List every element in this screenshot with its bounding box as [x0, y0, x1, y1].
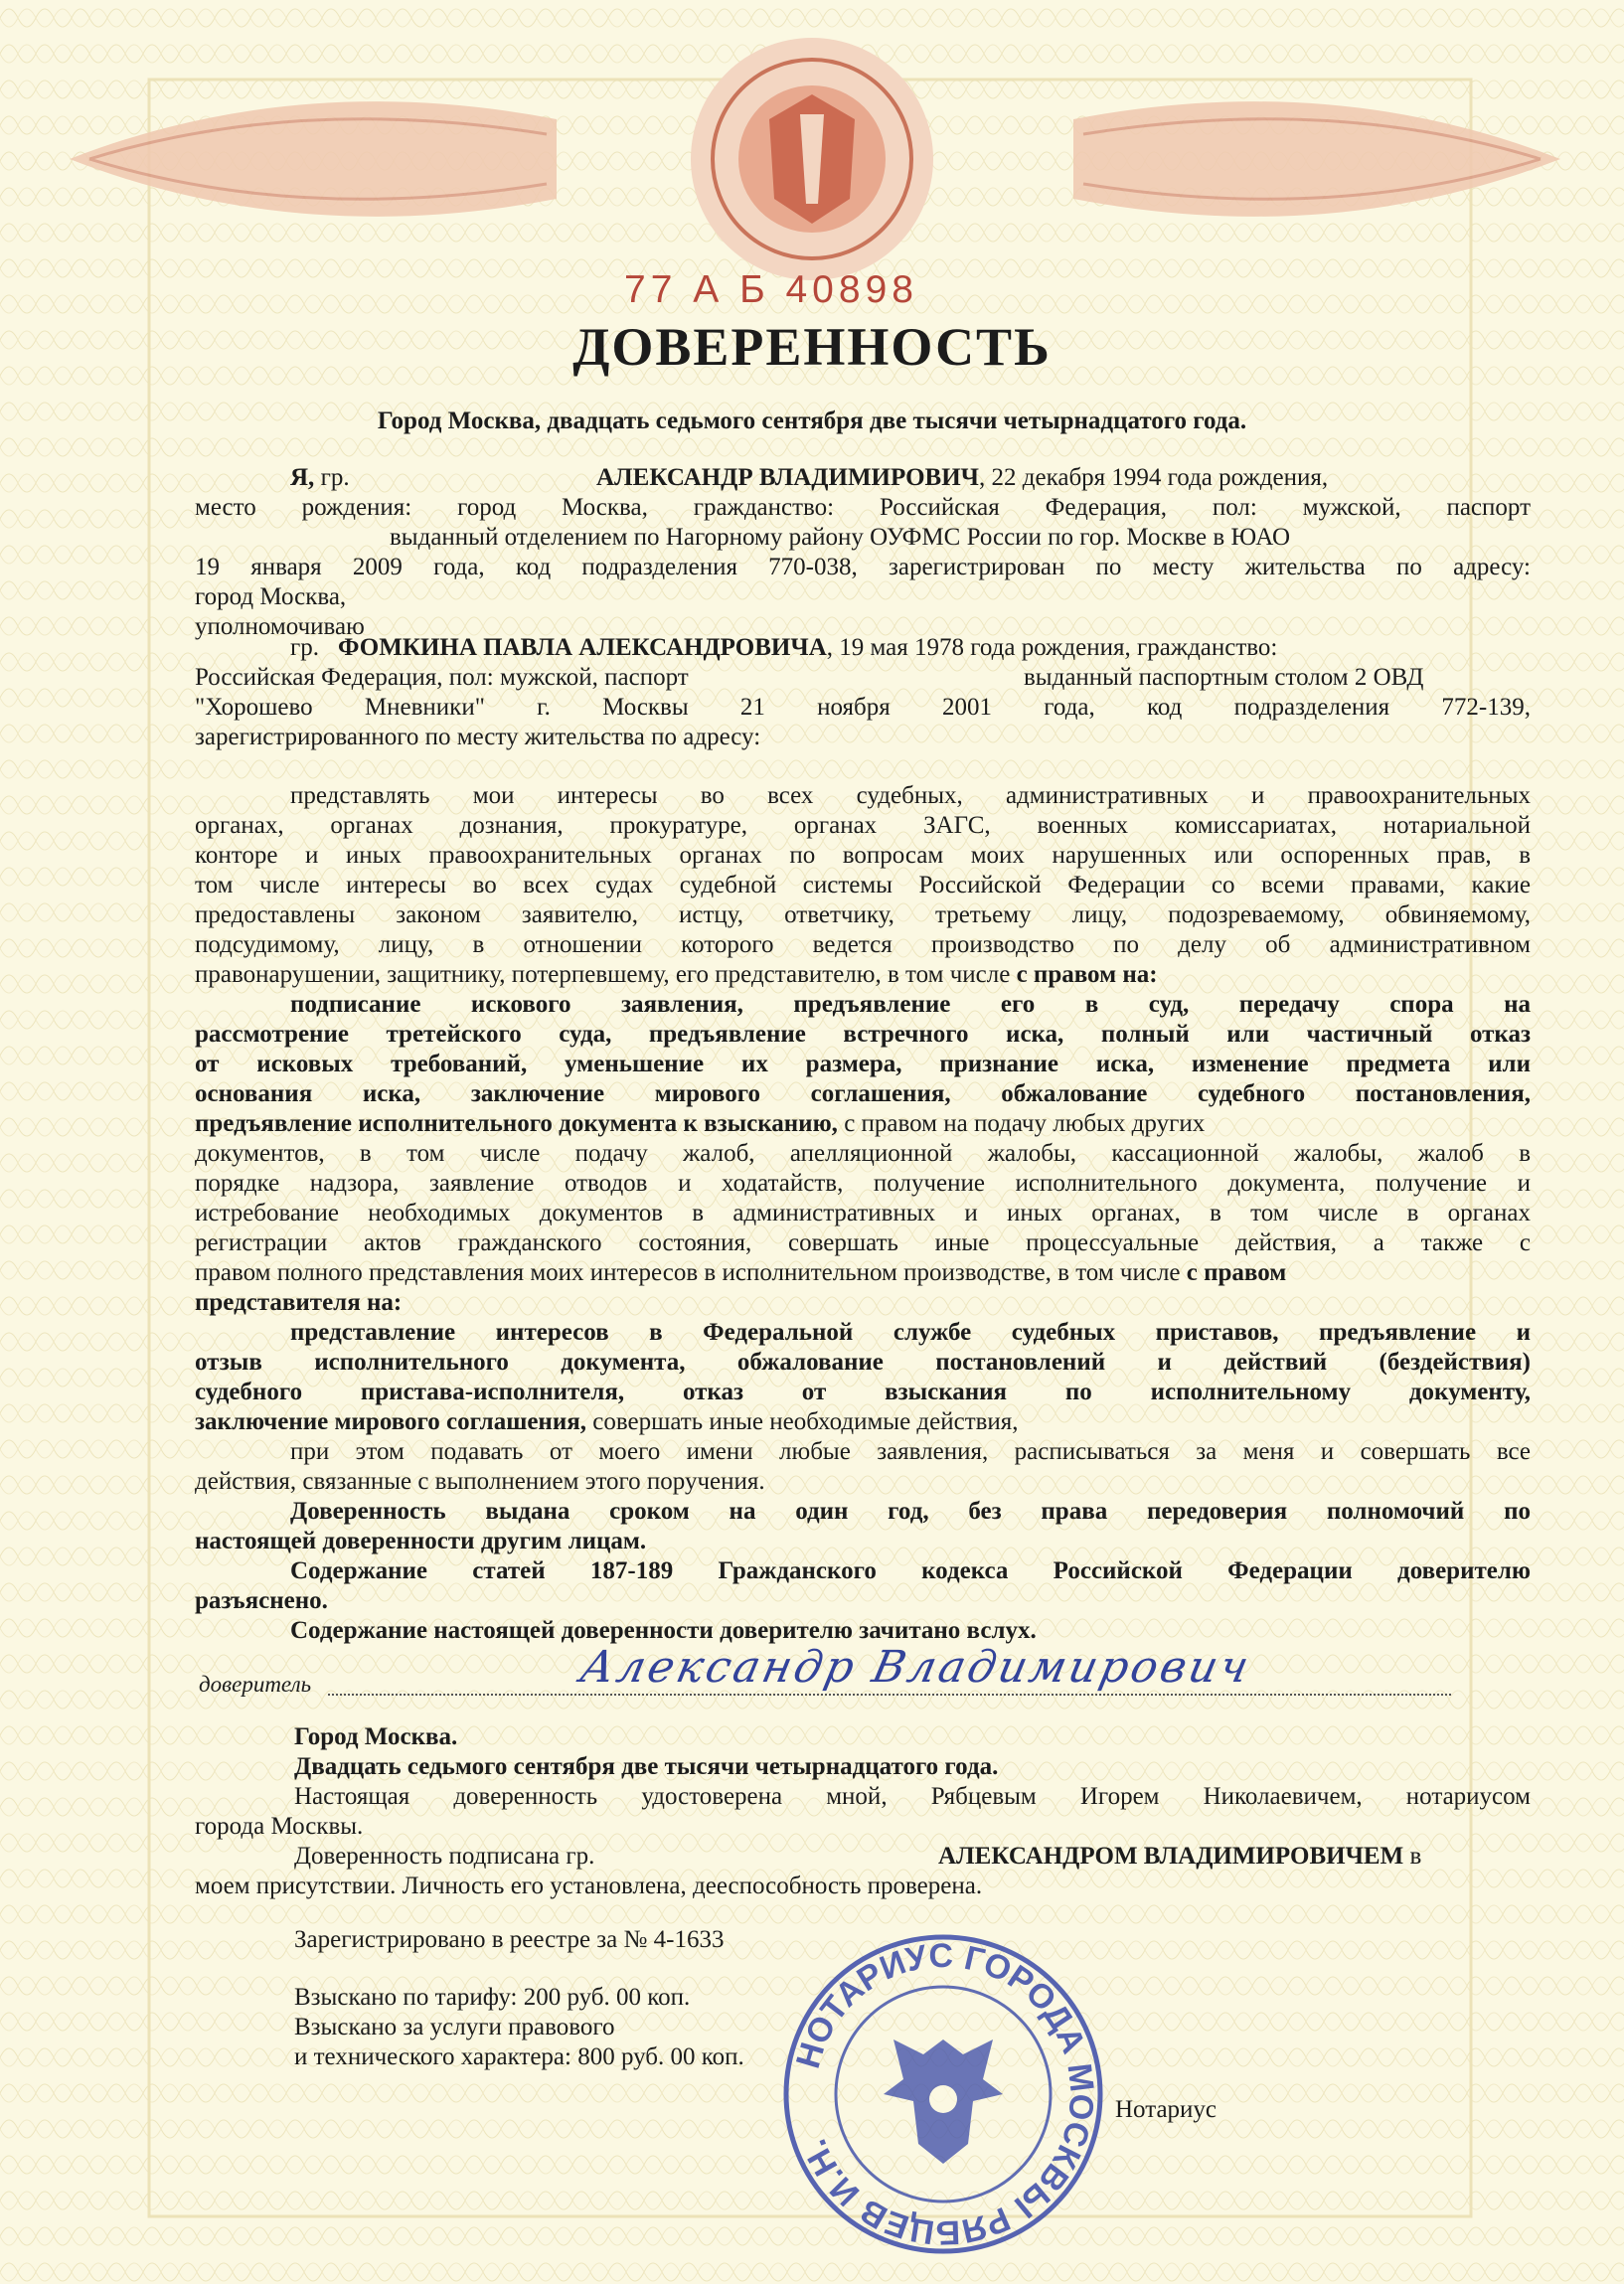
- notary-city: Город Москва.: [294, 1723, 458, 1750]
- notary-signed-by: Доверенность подписана гр.: [294, 1843, 595, 1870]
- powers-line-22: заключение мирового соглашения, совершать иные необходимые действия,: [195, 1408, 1019, 1435]
- principal-line-1: Я, гр.: [290, 464, 350, 491]
- powers-line-7: правонарушении, защитнику, потерпевшему, его представителю, в том числе с правом на:: [195, 961, 1158, 988]
- powers-line-14: порядке надзора, заявление отводов и ходатайств, получение исполнительного документа, получение и: [195, 1170, 1531, 1197]
- registry-number: Зарегистрировано в реестре за № 4-1633: [294, 1926, 725, 1953]
- powers-line-18: представителя на:: [195, 1289, 403, 1316]
- agent-line-1: ФОМКИНА ПАВЛА АЛЕКСАНДРОВИЧА, 19 мая 1978 года рождения, гражданство:: [338, 634, 1278, 661]
- agent-name: ФОМКИНА ПАВЛА АЛЕКСАНДРОВИЧА: [338, 634, 827, 661]
- powers-line-4: том числе интересы во всех судах судебной системы Российской Федерации со всеми правами, какие: [195, 872, 1531, 898]
- principal-line-4: 19 января 2009 года, код подразделения 770-038, зарегистрирован по месту жительства по адресу:: [195, 554, 1531, 580]
- powers-line-24: действия, связанные с выполнением этого поручения.: [195, 1468, 765, 1495]
- notary-signed-name-line: АЛЕКСАНДРОМ ВЛАДИМИРОВИЧЕМ в: [938, 1843, 1422, 1870]
- double-headed-eagle-icon: [884, 2039, 1003, 2164]
- powers-line-20: отзыв исполнительного документа, обжалование постановлений и действий (бездействия): [195, 1349, 1531, 1376]
- principal-line-3: выданный отделением по Нагорному району ОУФМС России по гор. Москве в ЮАО: [390, 524, 1291, 551]
- powers-line-11: основания иска, заключение мирового соглашения, обжалование судебного постановления,: [195, 1080, 1531, 1107]
- fee-services-2: и технического характера: 800 руб. 00 коп.: [294, 2043, 744, 2070]
- fee-services-1: Взыскано за услуги правового: [294, 2014, 615, 2040]
- powers-line-15: истребование необходимых документов в административных и иных органах, в том числе в органах: [195, 1200, 1531, 1226]
- principal-line-2: место рождения: город Москва, гражданство: Российская Федерация, пол: мужской, паспорт: [195, 494, 1531, 521]
- powers-line-8: подписание искового заявления, предъявление его в суд, передачу спора на: [290, 991, 1531, 1018]
- principal-name: АЛЕКСАНДР ВЛАДИМИРОВИЧ: [596, 464, 980, 491]
- principal-line-6: уполномочиваю: [195, 613, 365, 640]
- powers-line-13: документов, в том числе подачу жалоб, апелляционной жалобы, кассационной жалобы, жалоб в: [195, 1140, 1531, 1167]
- powers-line-1: представлять мои интересы во всех судебных, административных и правоохранительных: [290, 782, 1531, 809]
- signature-label: доверитель: [199, 1672, 312, 1697]
- place-and-date: Город Москва, двадцать седьмого сентября две тысячи четырнадцатого года.: [377, 408, 1247, 434]
- notary-seal-stamp: [779, 1930, 1107, 2258]
- fee-tariff: Взыскано по тарифу: 200 руб. 00 коп.: [294, 1984, 691, 2011]
- powers-line-17: правом полного представления моих интересов в исполнительном производстве, в том числе с правом: [195, 1259, 1287, 1286]
- powers-line-6: подсудимому, лицу, в отношении которого ведется производство по делу об административном: [195, 931, 1531, 958]
- powers-line-19: представление интересов в Федеральной службе судебных приставов, предъявление и: [290, 1319, 1531, 1346]
- powers-line-25: Доверенность выдана сроком на один год, без права передоверия полномочий по: [290, 1498, 1531, 1525]
- signature-line: [328, 1694, 1451, 1696]
- notary-date: Двадцать седьмого сентября две тысячи четырнадцатого года.: [294, 1753, 999, 1780]
- document-title: ДОВЕРЕННОСТЬ: [572, 317, 1052, 377]
- notary-certification-2: города Москвы.: [195, 1813, 364, 1840]
- powers-line-10: от исковых требований, уменьшение их размера, признание иска, изменение предмета или: [195, 1051, 1531, 1077]
- powers-line-3: конторе и иных правоохранительных органах по вопросам моих нарушенных или оспоренных прав, в: [195, 842, 1531, 869]
- document-serial-number: 77 А Б 40898: [624, 268, 918, 311]
- agent-line-2a: Российская Федерация, пол: мужской, паспорт: [195, 664, 689, 691]
- powers-line-9: рассмотрение третейского суда, предъявление встречного иска, полный или частичный отказ: [195, 1021, 1531, 1048]
- principal-name-line: АЛЕКСАНДР ВЛАДИМИРОВИЧ, 22 декабря 1994 года рождения,: [596, 464, 1329, 491]
- notary-presence: моем присутствии. Личность его установлена, дееспособность проверена.: [195, 1873, 983, 1899]
- powers-line-5: предоставлены законом заявителю, истцу, ответчику, третьему лицу, подозреваемому, обвиняемому,: [195, 901, 1531, 928]
- powers-line-2: органах, органах дознания, прокуратуре, органах ЗАГС, военных комиссариатах, нотариальной: [195, 812, 1531, 839]
- powers-line-21: судебного пристава-исполнителя, отказ от взыскания по исполнительному документу,: [195, 1379, 1531, 1405]
- powers-line-29: Содержание настоящей доверенности доверителю зачитано вслух.: [290, 1617, 1037, 1644]
- notary-signed-name: АЛЕКСАНДРОМ ВЛАДИМИРОВИЧЕМ: [938, 1843, 1404, 1870]
- russian-emblem-seal: [691, 38, 933, 280]
- agent-line-3: "Хорошево Мневники" г. Москвы 21 ноября 2001 года, код подразделения 772-139,: [195, 694, 1531, 721]
- powers-line-28: разъяснено.: [195, 1587, 328, 1614]
- principal-line-5: город Москва,: [195, 583, 347, 610]
- agent-line-4: зарегистрированного по месту жительства по адресу:: [195, 724, 761, 750]
- powers-line-16: регистрации актов гражданского состояния, совершать иные процессуальные действия, а также с: [195, 1229, 1531, 1256]
- powers-line-23: при этом подавать от моего имени любые заявления, расписываться за меня и совершать все: [290, 1438, 1531, 1465]
- handwritten-signature: Александр Владимирович: [575, 1642, 1256, 1693]
- powers-line-27: Содержание статей 187-189 Гражданского кодекса Российской Федерации доверителю: [290, 1557, 1531, 1584]
- notary-label: Нотариус: [1115, 2096, 1218, 2123]
- agent-gr: гр.: [290, 634, 320, 661]
- notary-certification-1: Настоящая доверенность удостоверена мной, Рябцевым Игорем Николаевичем, нотариусом: [294, 1783, 1531, 1810]
- powers-line-26: настоящей доверенности другим лицам.: [195, 1528, 647, 1554]
- powers-line-12: предъявление исполнительного документа к взысканию, с правом на подачу любых других: [195, 1110, 1206, 1137]
- seal-text: НОТАРИУС ГОРОДА МОСКВЫ РЯБЦЕВ И.Н.: [788, 1936, 1101, 2252]
- agent-line-2b: выданный паспортным столом 2 ОВД: [1024, 664, 1424, 691]
